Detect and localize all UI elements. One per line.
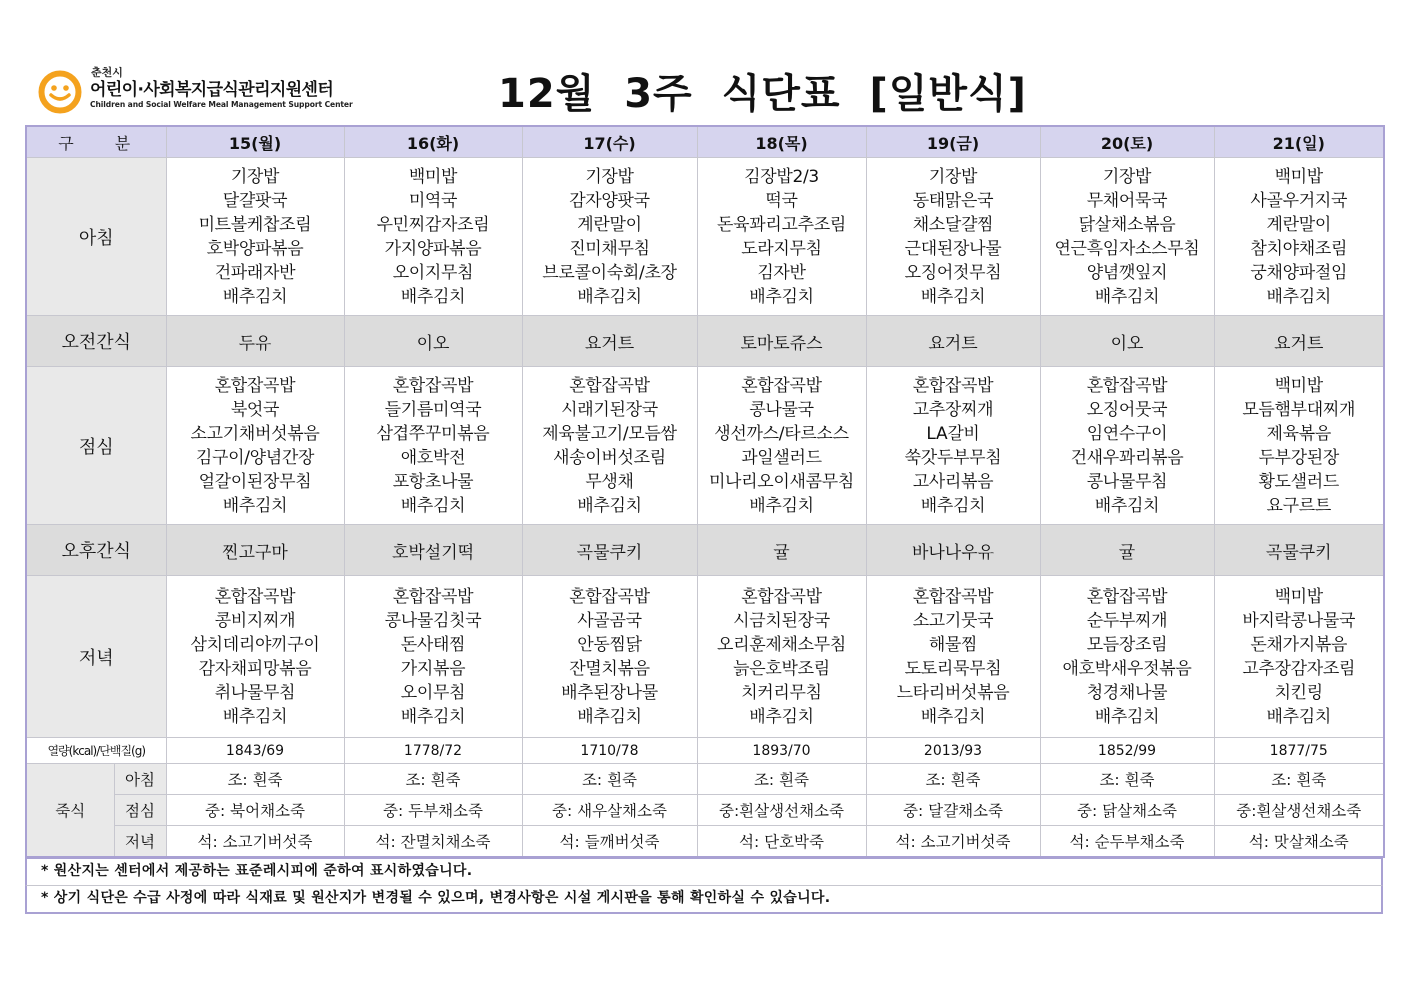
menu-item: 가지볶음: [400, 658, 466, 679]
menu-cell: [166, 158, 344, 316]
porridge-cell: 조: 흰죽: [344, 764, 522, 795]
menu-cell: [1214, 367, 1384, 525]
menu-item: 진미채무침: [569, 238, 650, 259]
snack-cell: 이오: [344, 316, 522, 367]
menu-cell: [166, 367, 344, 525]
smile-logo-icon: [38, 70, 82, 114]
menu-item: 궁채양파절임: [1250, 262, 1348, 283]
menu-item: 배추된장나물: [561, 682, 658, 703]
menu-item: 무채어묵국: [1086, 190, 1168, 211]
menu-cell: [866, 576, 1040, 738]
menu-item: 혼합잡곡밥: [214, 586, 296, 607]
menu-cell: [697, 158, 866, 316]
nutrition-row: [26, 738, 1384, 764]
menu-cell: [866, 158, 1040, 316]
menu-item: 콩나물무침: [1086, 471, 1168, 492]
pm-snack-row: [26, 525, 1384, 576]
snack-cell: 귤: [1040, 525, 1214, 576]
header-row: [26, 126, 1384, 158]
menu-item: 배추김치: [1094, 286, 1160, 307]
snack-cell: 요거트: [1214, 316, 1384, 367]
menu-item: 콩나물국: [749, 399, 814, 420]
menu-item: 혼합잡곡밥: [569, 586, 650, 607]
menu-item: 황도샐러드: [1258, 471, 1340, 492]
nutrition-cell: 1843/69: [166, 738, 344, 764]
menu-item: 배추김치: [577, 286, 642, 307]
menu-item: 배추김치: [222, 706, 288, 727]
menu-item: 얼갈이된장무침: [198, 471, 312, 492]
menu-item: 소고기채버섯볶음: [190, 423, 320, 444]
menu-item: 배추김치: [400, 706, 466, 727]
menu-item: 소고기뭇국: [912, 610, 994, 631]
menu-item: 브로콜이숙회/초장: [542, 262, 677, 283]
menu-item: LA갈비: [926, 423, 980, 444]
menu-cell: [1040, 576, 1214, 738]
menu-item: 고추장감자조림: [1242, 658, 1356, 679]
menu-item: 김구이/양념간장: [195, 447, 315, 468]
snack-cell: 두유: [166, 316, 344, 367]
menu-item: 달걀팟국: [222, 190, 288, 211]
menu-item: 기장밥: [1102, 166, 1152, 187]
porridge-sub-label: 아침: [114, 764, 166, 795]
menu-item: 기장밥: [928, 166, 978, 187]
menu-item: 콩비지찌개: [214, 610, 296, 631]
menu-item: 고사리볶음: [912, 471, 994, 492]
menu-item: 도토리묵무침: [904, 658, 1002, 679]
menu-item: 애호박새우젓볶음: [1062, 658, 1192, 679]
porridge-cell: 중: 두부채소죽: [344, 795, 522, 826]
menu-item: 혼합잡곡밥: [1086, 375, 1168, 396]
day-header: 19(금): [866, 126, 1040, 158]
category-header: 구 분: [26, 126, 166, 158]
menu-cell: [1040, 158, 1214, 316]
menu-item: 혼합잡곡밥: [392, 586, 474, 607]
menu-item: 요구르트: [1266, 495, 1331, 516]
menu-item: 배추김치: [749, 286, 814, 307]
menu-item: 오리훈제채소무침: [717, 634, 846, 655]
menu-item: 백미밥: [1274, 586, 1323, 607]
menu-item: 배추김치: [1266, 286, 1331, 307]
nutrition-cell: 1877/75: [1214, 738, 1384, 764]
logo-english-name: Children and Social Welfare Meal Management Support Center: [90, 100, 353, 109]
menu-item: 건파래자반: [214, 262, 296, 283]
porridge-label: 죽식: [26, 764, 114, 858]
menu-item: 배추김치: [222, 286, 288, 307]
menu-cell: [1214, 576, 1384, 738]
menu-item: 애호박전: [400, 447, 466, 468]
row-label: 오후간식: [26, 525, 166, 576]
menu-item: 무생채: [585, 471, 634, 492]
menu-item: 양념깻잎지: [1086, 262, 1168, 283]
menu-cell: [1214, 158, 1384, 316]
menu-item: 늙은호박조림: [733, 658, 830, 679]
menu-item: 도라지무침: [741, 238, 822, 259]
menu-item: 떡국: [765, 190, 798, 211]
menu-item: 백미밥: [1274, 166, 1323, 187]
row-label: 점심: [26, 367, 166, 525]
menu-item: 배추김치: [1094, 495, 1160, 516]
menu-item: 두부강된장: [1258, 447, 1340, 468]
menu-item: 삼치데리야끼구이: [190, 634, 320, 655]
porridge-cell: 석: 맛살채소죽: [1214, 826, 1384, 858]
porridge-cell: 석: 잔멸치채소죽: [344, 826, 522, 858]
menu-item: 채소달걀찜: [912, 214, 994, 235]
menu-item: 미트볼케찹조림: [198, 214, 312, 235]
porridge-cell: 석: 순두부채소죽: [1040, 826, 1214, 858]
menu-item: 연근흑임자소스무침: [1054, 238, 1200, 259]
porridge-cell: 석: 들깨버섯죽: [522, 826, 697, 858]
day-header: 18(목): [697, 126, 866, 158]
menu-item: 북엇국: [230, 399, 280, 420]
menu-item: 배추김치: [920, 495, 986, 516]
menu-item: 가지양파볶음: [384, 238, 482, 259]
menu-item: 계란말이: [577, 214, 642, 235]
menu-item: 혼합잡곡밥: [741, 375, 822, 396]
menu-item: 잔멸치볶음: [569, 658, 650, 679]
porridge-cell: 석: 소고기버섯죽: [166, 826, 344, 858]
menu-item: 오이지무침: [392, 262, 474, 283]
menu-item: 배추김치: [1094, 706, 1160, 727]
menu-item: 들기름미역국: [384, 399, 482, 420]
menu-item: 우민찌감자조림: [376, 214, 490, 235]
menu-item: 안동찜닭: [577, 634, 642, 655]
snack-cell: 찐고구마: [166, 525, 344, 576]
am-snack-row: [26, 316, 1384, 367]
menu-cell: [697, 367, 866, 525]
menu-item: 닭살채소볶음: [1078, 214, 1176, 235]
nutrition-cell: 1852/99: [1040, 738, 1214, 764]
menu-item: 돈육꽈리고추조림: [717, 214, 846, 235]
menu-item: 혼합잡곡밥: [741, 586, 822, 607]
snack-cell: 토마토쥬스: [697, 316, 866, 367]
menu-item: 치킨링: [1274, 682, 1323, 703]
row-label: 저녁: [26, 576, 166, 738]
menu-item: 미나리오이새콤무침: [708, 471, 855, 492]
logo-city: 춘천시: [91, 66, 123, 79]
origin-note: * 원산지는 센터에서 제공하는 표준레시피에 준하여 표시하였습니다.: [25, 857, 1383, 886]
menu-cell: [1040, 367, 1214, 525]
menu-item: 오이무침: [400, 682, 466, 703]
menu-cell: [166, 576, 344, 738]
menu-item: 혼합잡곡밥: [569, 375, 650, 396]
menu-item: 건새우꽈리볶음: [1070, 447, 1184, 468]
menu-item: 생선까스/타르소스: [714, 423, 849, 444]
menu-item: 근대된장나물: [904, 238, 1002, 259]
porridge-sub-label: 저녁: [114, 826, 166, 858]
menu-item: 오징어뭇국: [1086, 399, 1168, 420]
menu-item: 고추장찌개: [912, 399, 994, 420]
nutrition-cell: 1778/72: [344, 738, 522, 764]
menu-item: 삼겹쭈꾸미볶음: [376, 423, 490, 444]
porridge-cell: 중:흰살생선채소죽: [697, 795, 866, 826]
menu-item: 배추김치: [577, 706, 642, 727]
snack-cell: 곡물쿠키: [522, 525, 697, 576]
porridge-cell: 조: 흰죽: [166, 764, 344, 795]
menu-item: 참치야채조림: [1250, 238, 1348, 259]
menu-item: 임연수구이: [1086, 423, 1168, 444]
nutrition-cell: 1710/78: [522, 738, 697, 764]
menu-item: 과일샐러드: [741, 447, 822, 468]
menu-item: 김장밥2/3: [744, 166, 819, 187]
menu-item: 배추김치: [920, 286, 986, 307]
porridge-cell: 조: 흰죽: [1040, 764, 1214, 795]
menu-item: 배추김치: [577, 495, 642, 516]
porridge-cell: 석: 단호박죽: [697, 826, 866, 858]
porridge-cell: 조: 흰죽: [1214, 764, 1384, 795]
logo-name: 어린이·사회복지급식관리지원센터: [90, 80, 334, 100]
menu-item: 혼합잡곡밥: [214, 375, 296, 396]
menu-item: 혼합잡곡밥: [912, 375, 994, 396]
porridge-cell: 중: 새우살채소죽: [522, 795, 697, 826]
menu-item: 취나물무침: [214, 682, 296, 703]
menu-item: 동태맑은국: [912, 190, 994, 211]
menu-item: 기장밥: [230, 166, 280, 187]
menu-item: 모듬장조림: [1086, 634, 1168, 655]
porridge-cell: 조: 흰죽: [866, 764, 1040, 795]
menu-cell: [344, 576, 522, 738]
menu-item: 배추김치: [400, 495, 466, 516]
menu-item: 바지락콩나물국: [1242, 610, 1356, 631]
menu-item: 시래기된장국: [561, 399, 658, 420]
menu-item: 사골우거지국: [1250, 190, 1348, 211]
page-title: 12월 3주 식단표 [일반식]: [498, 71, 1027, 117]
menu-item: 포항초나물: [392, 471, 474, 492]
menu-item: 배추김치: [1266, 706, 1331, 727]
menu-item: 미역국: [408, 190, 458, 211]
nutrition-cell: 2013/93: [866, 738, 1040, 764]
menu-cell: [866, 367, 1040, 525]
menu-item: 해물찜: [928, 634, 978, 655]
menu-item: 감자양팟국: [569, 190, 650, 211]
nutrition-cell: 1893/70: [697, 738, 866, 764]
menu-item: 기장밥: [585, 166, 634, 187]
snack-cell: 바나나우유: [866, 525, 1040, 576]
day-header: 17(수): [522, 126, 697, 158]
menu-item: 모듬햄부대찌개: [1242, 399, 1356, 420]
menu-cell: [522, 367, 697, 525]
menu-item: 혼합잡곡밥: [392, 375, 474, 396]
menu-item: 제육불고기/모듬쌈: [542, 423, 677, 444]
row-label: 열량(kcal)/단백질(g): [26, 738, 166, 764]
snack-cell: 요거트: [522, 316, 697, 367]
menu-item: 배추김치: [920, 706, 986, 727]
center-logo: [38, 66, 378, 118]
menu-item: 콩나물김칫국: [384, 610, 482, 631]
menu-item: 사골곰국: [577, 610, 642, 631]
menu-item: 순두부찌개: [1086, 610, 1168, 631]
row-label: 아침: [26, 158, 166, 316]
menu-item: 청경채나물: [1086, 682, 1168, 703]
menu-item: 배추김치: [749, 706, 814, 727]
porridge-cell: 중: 닭살채소죽: [1040, 795, 1214, 826]
day-header: 21(일): [1214, 126, 1384, 158]
menu-item: 김자반: [757, 262, 806, 283]
porridge-cell: 중: 달걀채소죽: [866, 795, 1040, 826]
day-header: 20(토): [1040, 126, 1214, 158]
menu-item: 제육볶음: [1266, 423, 1331, 444]
menu-item: 배추김치: [749, 495, 814, 516]
menu-item: 치커리무침: [741, 682, 822, 703]
day-header: 15(월): [166, 126, 344, 158]
menu-cell: [522, 158, 697, 316]
lunch-row: [26, 367, 1384, 525]
weekly-menu-table: [25, 125, 1385, 858]
snack-cell: 곡물쿠키: [1214, 525, 1384, 576]
menu-item: 돈채가지볶음: [1250, 634, 1348, 655]
snack-cell: 이오: [1040, 316, 1214, 367]
menu-item: 돈사태찜: [400, 634, 466, 655]
menu-item: 쑥갓두부무침: [904, 447, 1002, 468]
menu-item: 배추김치: [222, 495, 288, 516]
day-header: 16(화): [344, 126, 522, 158]
menu-item: 느타리버섯볶음: [896, 682, 1010, 703]
porridge-cell: 중: 북어채소죽: [166, 795, 344, 826]
snack-cell: 요거트: [866, 316, 1040, 367]
menu-item: 계란말이: [1266, 214, 1331, 235]
menu-item: 시금치된장국: [733, 610, 830, 631]
menu-item: 배추김치: [400, 286, 466, 307]
snack-cell: 귤: [697, 525, 866, 576]
porridge-row: [26, 826, 1384, 858]
porridge-cell: 조: 흰죽: [697, 764, 866, 795]
porridge-row: [26, 764, 1384, 795]
snack-cell: 호박설기떡: [344, 525, 522, 576]
porridge-row: [26, 795, 1384, 826]
change-note: * 상기 식단은 수급 사정에 따라 식재료 및 원산지가 변경될 수 있으며, 변경사항은 시설 게시판을 통해 확인하실 수 있습니다.: [25, 885, 1383, 914]
menu-item: 혼합잡곡밥: [1086, 586, 1168, 607]
porridge-cell: 석: 소고기버섯죽: [866, 826, 1040, 858]
menu-item: 백미밥: [408, 166, 458, 187]
menu-cell: [344, 158, 522, 316]
menu-item: 감자채피망볶음: [198, 658, 312, 679]
menu-item: 오징어젓무침: [904, 262, 1002, 283]
menu-item: 호박양파볶음: [206, 238, 304, 259]
menu-item: 새송이버섯조림: [553, 447, 666, 468]
menu-item: 백미밥: [1274, 375, 1323, 396]
breakfast-row: [26, 158, 1384, 316]
menu-cell: [697, 576, 866, 738]
porridge-cell: 조: 흰죽: [522, 764, 697, 795]
menu-cell: [522, 576, 697, 738]
porridge-cell: 중:흰살생선채소죽: [1214, 795, 1384, 826]
dinner-row: [26, 576, 1384, 738]
row-label: 오전간식: [26, 316, 166, 367]
menu-cell: [344, 367, 522, 525]
menu-item: 혼합잡곡밥: [912, 586, 994, 607]
porridge-sub-label: 점심: [114, 795, 166, 826]
